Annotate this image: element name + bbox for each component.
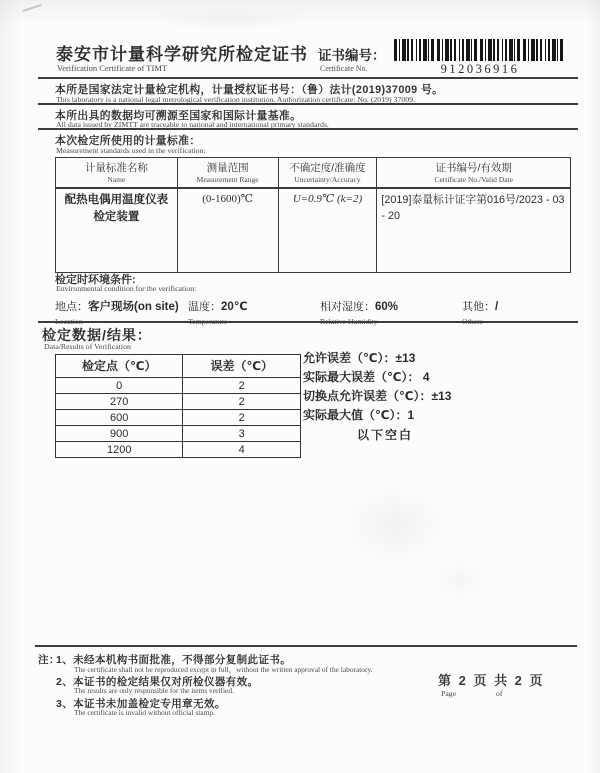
env-value: / [495,301,499,313]
certificate-no-value: 912036916 [440,62,520,76]
scan-shading-left [0,0,22,773]
summary-max-error: 实际最大误差（℃）： 4 [303,370,430,384]
results-col-error: 误差（℃） [183,355,301,378]
point-value: 0 [56,378,183,394]
results-col-point: 检定点（℃） [56,355,183,378]
results-heading-en: Data/Results of Verification [44,342,131,351]
certificate-no-label: 证书编号： [318,48,386,63]
col-header-cn: 计量标准名称 [84,162,148,174]
env-label: 地点： [55,301,88,313]
point-value: 900 [56,426,183,442]
col-header-en: Name [107,175,126,184]
error-value: 4 [183,442,301,458]
col-header-cn: 不确定度/准确度 [289,162,366,174]
statement-authorization-en: This laboratory is a national legal metrological verification institution. Authorization certificate: No. (2019) 37009. [56,94,415,104]
standards-table-header-row [56,158,571,189]
statement-traceability-en: All data issued by ZIMTT are traceable to national and international primary standards. [56,119,329,129]
table-row [56,442,301,458]
col-header-cn: 测量范围 [206,162,249,174]
scan-smudge [430,560,490,600]
col-header-en: Measurement Range [196,175,259,184]
env-value: 20℃ [221,301,248,313]
table-row [56,378,301,394]
statement-authorization: 本所是国家法定计量检定机构，计量授权证书号：（鲁）法计(2019)37009 号。 [55,84,444,96]
standard-uncertainty: U=0.9℃ (k=2) [278,188,377,272]
env-value: 客户现场(on site) [88,301,179,313]
barcode-icon [394,39,566,61]
standards-col-range [177,158,278,189]
results-heading: 检定数据/结果： [42,327,152,343]
col-header-en: Certificate No./Valid Date [434,175,513,184]
standards-col-certificate [377,158,571,189]
env-label: 相对湿度： [320,301,375,313]
divider [35,645,577,647]
error-value: 3 [183,426,301,442]
standards-col-name [56,158,178,189]
env-label: 温度： [188,301,221,313]
table-row [56,394,301,410]
error-value: 2 [183,378,301,394]
summary-max-value: 实际最大值（℃）：1 [303,408,415,422]
env-value: 60% [375,301,399,313]
divider [38,321,578,323]
standard-certificate: [2019]泰量标计证字第016号/2023 - 03 - 20 [377,188,571,272]
standards-table [55,157,571,273]
environment-heading: 检定时环境条件: [55,274,136,286]
scan-smudge [150,12,310,28]
standards-table-row [56,188,571,272]
note-3: 3、本证书未加盖检定专用章无效。 [56,698,226,710]
statement-standards-used-en: Measurement standards used in the verification: [56,146,206,155]
note-2-en: The results are only responsible for the items verified. [74,686,234,695]
document-title-en: Verification Certificate of TIMT [57,63,168,73]
statement-traceability: 本所出具的数据均可溯源至国家和国际计量基准。 [55,110,302,122]
scan-smudge [340,485,450,565]
point-value: 600 [56,410,183,426]
scan-shading-right [586,0,600,773]
point-value: 270 [56,394,183,410]
note-1-en: The certificate shall not be reproduced except in full，without the written approval of the laboratory. [74,665,373,674]
divider [38,77,578,79]
note-1: 1、未经本机构书面批准，不得部分复制此证书。 [56,654,292,666]
results-header-row [56,355,301,378]
summary-allowed-error: 允许误差（℃）：±13 [303,351,416,365]
table-row [56,426,301,442]
page-indicator: 第 2 页 共 2 页 [438,673,545,688]
of-label-en: of [496,689,503,698]
document-title: 泰安市计量科学研究所检定证书 [56,45,308,64]
divider [38,128,578,130]
standards-col-uncertainty [278,158,377,189]
error-value: 2 [183,410,301,426]
page-label-en: Page [441,689,457,698]
error-value: 2 [183,394,301,410]
statement-standards-used: 本次检定所使用的计量标准： [55,135,201,147]
standard-name: 配热电偶用温度仪表检定装置 [56,188,178,272]
environment-heading-en: Environmental condition for the verification: [56,284,197,293]
certificate-no-label-en: Certificate No. [320,64,368,73]
blank-below-note: 以下空白 [357,428,414,442]
standard-range: (0-1600)℃ [177,188,278,272]
results-summary [303,349,451,425]
note-2: 2、本证书的检定结果仅对所检仪器有效。 [56,676,259,688]
env-label: 其他： [462,301,495,313]
divider [38,103,578,105]
point-value: 1200 [56,442,183,458]
results-table [55,354,301,458]
table-row [56,410,301,426]
col-header-cn: 证书编号/有效期 [435,162,512,174]
summary-switch-allowed-error: 切换点允许误差（℃）：±13 [303,389,452,403]
col-header-en: Uncertainty/Accuracy [294,175,361,184]
note-3-en: The certificate is invalid without official stamp. [74,708,215,717]
notes-label: 注： [38,654,60,666]
